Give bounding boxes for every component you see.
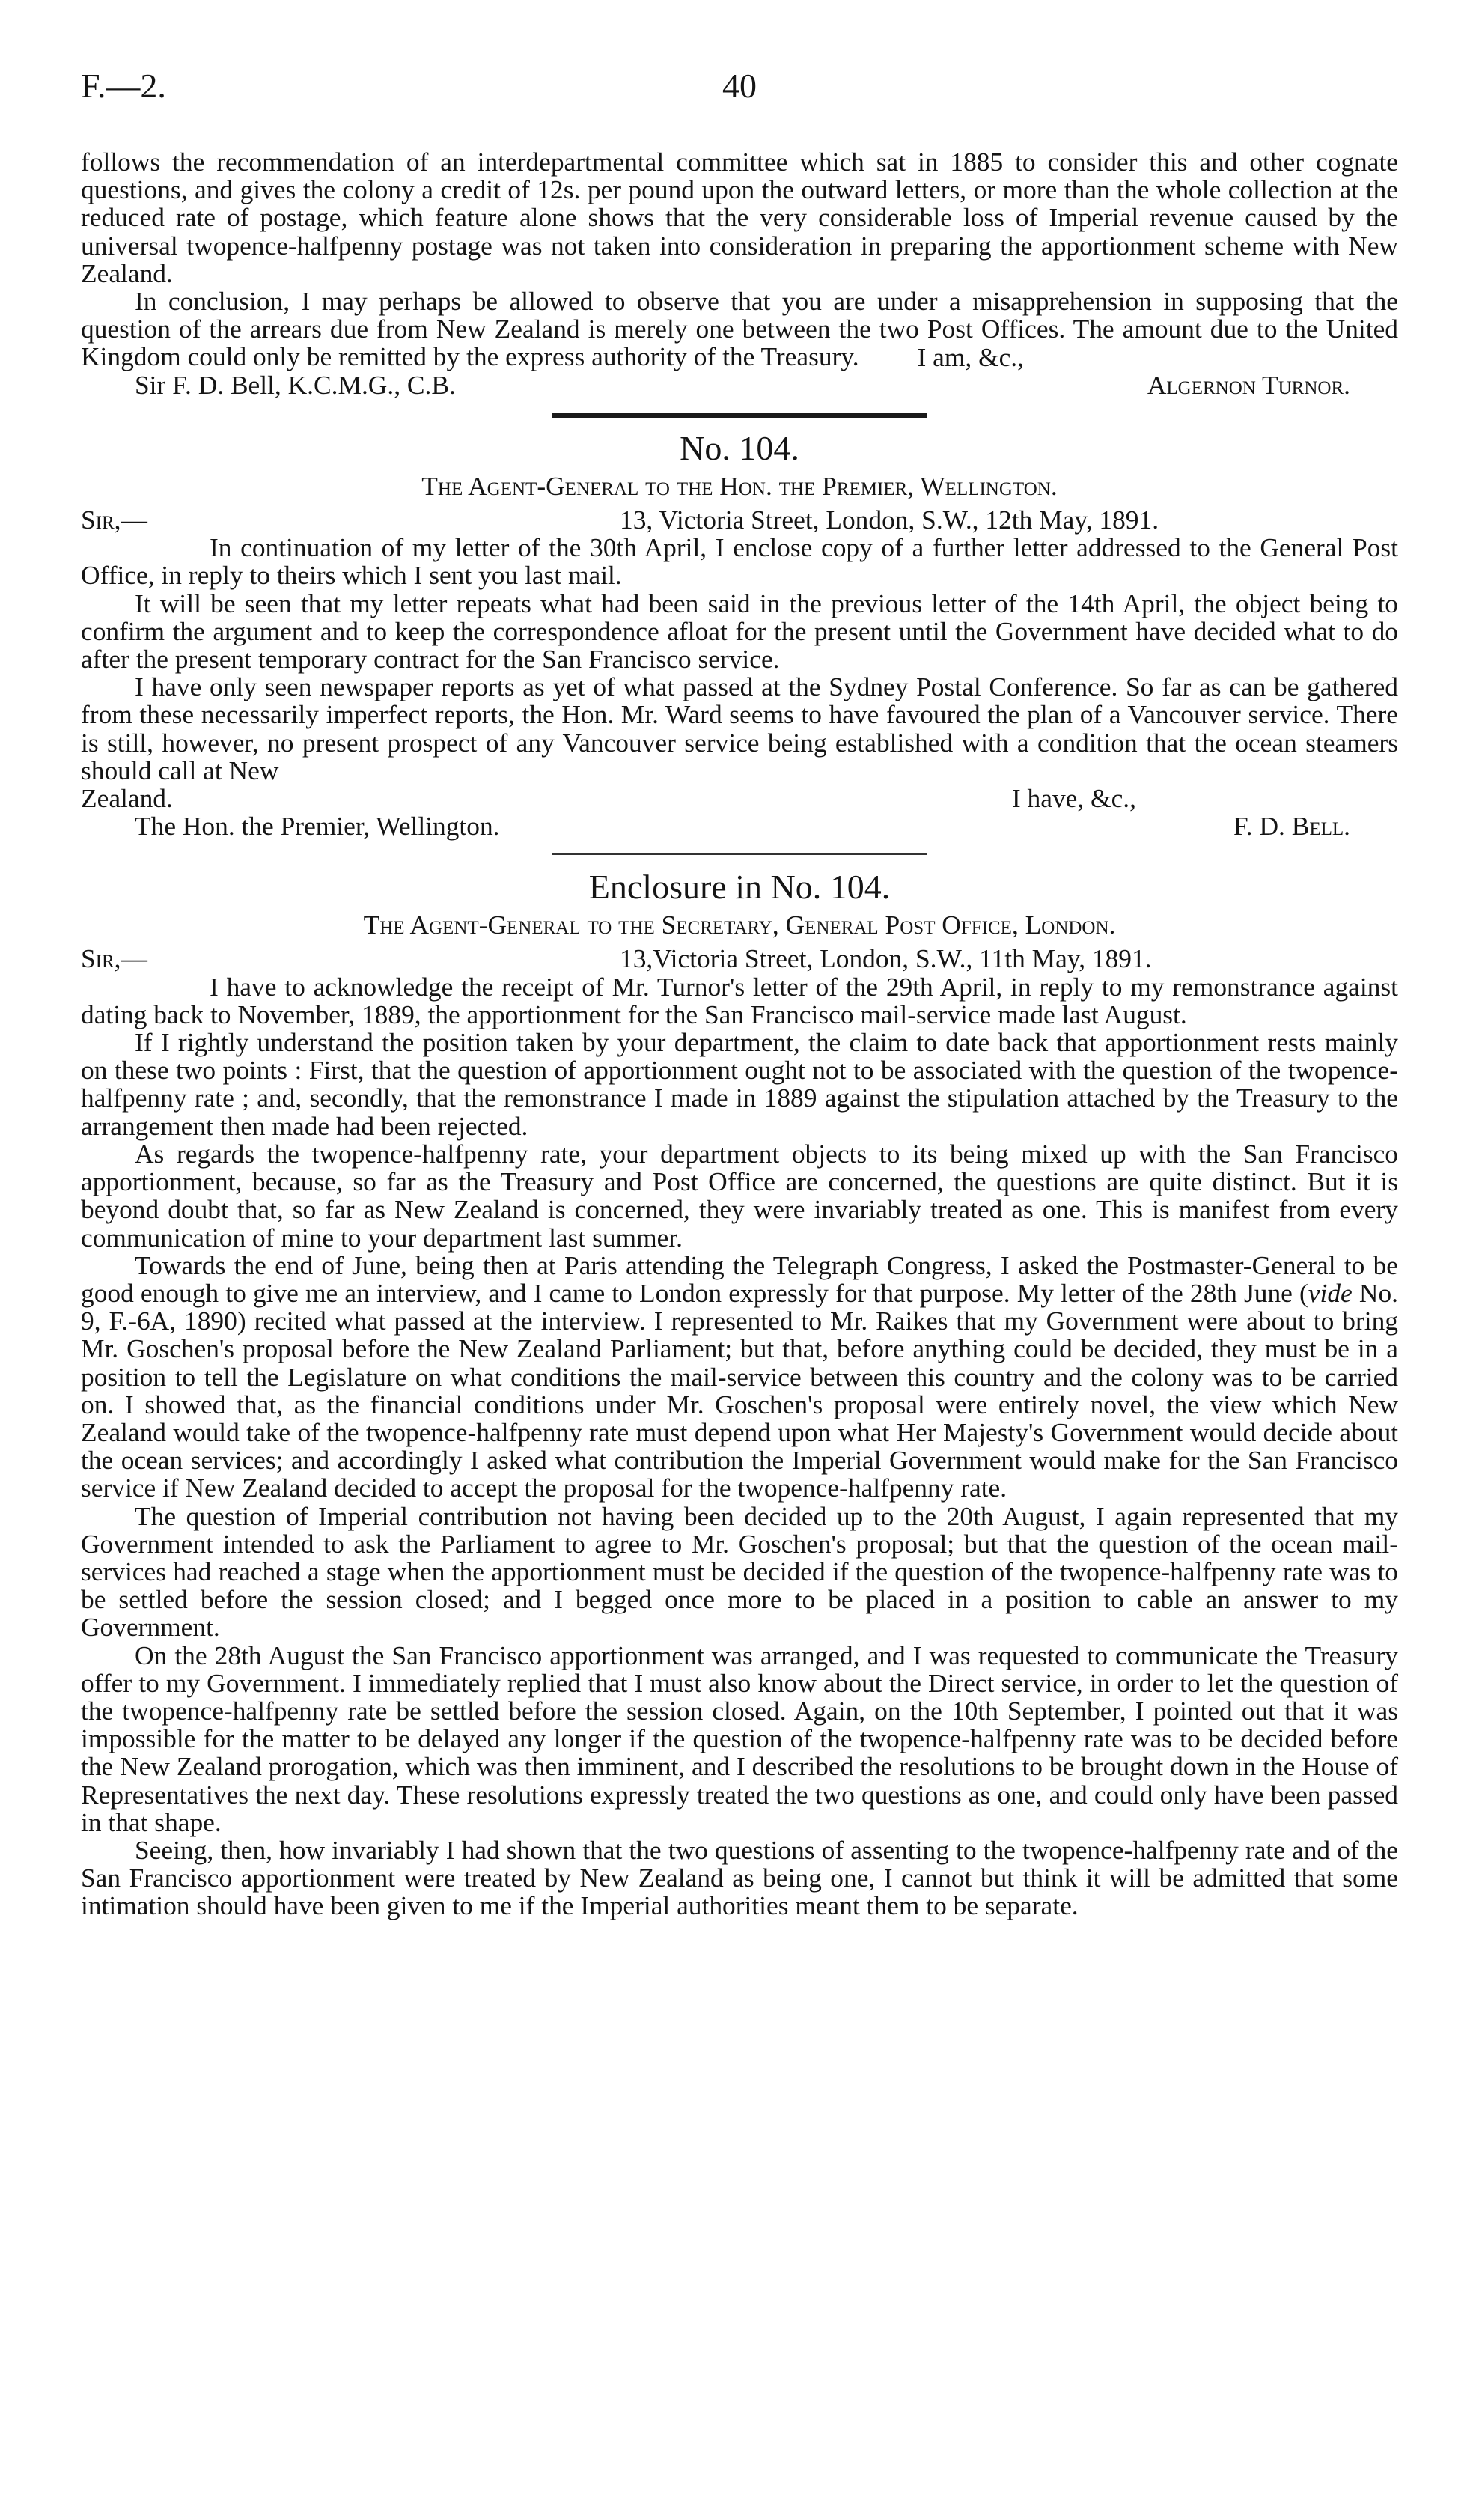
letter-from-to: The Agent-General to the Hon. the Premier, Wellington. [421,471,1058,502]
section-divider-thick [552,413,927,418]
signature: F. D. Bell. [1233,811,1350,841]
salutation: Sir,— [81,505,147,535]
paragraph: It will be seen that my letter repeats what had been said in the previous letter of the 14th April, the object being to confirm the argument and to keep the correspondence afloat for the present until the Government have decided what to do after the present temporary contract for the San Francisco service. [81,588,1398,675]
letter-no-104 [81,427,1398,840]
paragraph: The question of Imperial contribution not having been decided up to the 20th August, I again represented that my Government intended to ask the Parliament to agree to Mr. Goschen's proposal; but that the question of the ocean mail-services had reached a stage when the apportionment must be decided if the question of the twopence-halfpenny rate was to be settled before the session closed; and I begged once more to be placed in a position to cable an answer to my Government. [81,1500,1398,1643]
salutation-row [81,506,1398,534]
salutation-row [81,945,1398,973]
signature: Algernon Turnor. [1147,369,1350,400]
addressee: The Hon. the Premier, Wellington. [135,811,500,841]
paragraph: In conclusion, I may perhaps be allowed to observe that you are under a misapprehension in supposing that the question of the arrears due from New Zealand is merely one between the two Post Offices. The amount due to the United Kingdom could only be remitted by the express authority of the Treasury. [81,286,1398,372]
paragraph: If I rightly understand the position taken by your department, the claim to date back that apportionment rests mainly on these two points : First, that the question of apportionment ought not to be associated with the question of the twopence-halfpenny rate ; and, secondly, that the remonstrance I made in 1889 against the stipulation attached by the Treasury to the arrangement then made had been rejected. [81,1027,1398,1141]
letter-turnor-continuation [81,148,1398,399]
addressee: Sir F. D. Bell, K.C.M.G., C.B. [135,369,456,400]
document-reference: F.—2. [81,67,166,105]
signature-row [81,812,1398,840]
page-number: 40 [722,67,757,105]
address-date: 13, Victoria Street, London, S.W., 12th May, 1891. [620,505,1159,535]
paragraph: I have to acknowledge the receipt of Mr. Turnor's letter of the 29th April, in reply to my remonstrance against dating back to November, 1889, the apportionment for the San Francisco mail-service made last August. [81,971,1398,1029]
salutation: Sir,— [81,943,147,974]
letter-number-heading: No. 104. [680,429,799,468]
closing: I have, &c., [1011,783,1136,814]
paragraph: On the 28th August the San Francisco apportionment was arranged, and I was requested to communicate the Treasury offer to my Government. I immediately replied that I must also know about the Direct service, in order to let the question of the twopence-halfpenny rate be settled before the session closed. Again, on the 10th September, I pointed out that it was impossible for the matter to be delayed any longer if the question of the twopence-halfpenny rate was to be decided before the New Zealand prorogation, which was then imminent, and I described the resolutions to be brought down in the House of Representatives the next day. These resolutions expressly treated the two questions as one, and could only have been passed in that shape. [81,1640,1398,1837]
page-header [81,67,1398,117]
paragraph: In continuation of my letter of the 30th April, I enclose copy of a further letter addressed to the General Post Office, in reply to theirs which I sent you last mail. [81,532,1398,591]
enclosure-no-104 [81,865,1398,1920]
paragraph-end: Zealand. [81,783,173,814]
paragraph-text: Towards the end of June, being then at Paris attending the Telegraph Congress, I asked the Postmaster-General to be good enough to give me an interview, and I came to London expressly for that purpose. My letter of the 28th June ( [81,1250,1398,1308]
enclosure-from-to: The Agent-General to the Secretary, General Post Office, London. [363,910,1116,940]
section-divider-thin [552,853,927,855]
signature-row [81,371,1398,399]
address-date: 13,Victoria Street, London, S.W., 11th May, 1891. [620,943,1152,974]
closing-row [81,785,1398,812]
body-text [81,148,1398,1920]
paragraph [81,1252,1398,1503]
paragraph: I have only seen newspaper reports as yet of what passed at the Sydney Postal Conference. So far as can be gathered from these necessarily imperfect reports, the Hon. Mr. Ward seems to have favoured the plan of a Vancouver service. There is still, however, no present prospect of any Vancouver service being established with a condition that the ocean steamers should call at New [81,672,1398,785]
italic-vide: vide [1308,1277,1353,1308]
paragraph-text: No. 9, F.-6A, 1890) recited what passed at the interview. I represented to Mr. Raikes that my Government were about to bring Mr. Goschen's proposal before the New Zealand Parliament; but that, before anything could be decided, they must be in a position to tell the Legislature on what conditions the mail-service between this country and the colony was to be carried on. I showed that, as the financial conditions under Mr. Goschen's proposal were entirely novel, the view which New Zealand would take of the twopence-halfpenny rate must depend upon what Her Majesty's Government would decide about the ocean services; and accordingly I asked what contribution the Imperial Government would make for the San Francisco service if New Zealand decided to accept the proposal for the twopence-halfpenny rate. [81,1277,1399,1503]
paragraph: Seeing, then, how invariably I had shown that the two questions of assenting to the twopence-halfpenny rate and of the San Francisco apportionment were treated by New Zealand as being one, I cannot but think it will be admitted that some intimation should have been given to me if the Imperial authorities meant them to be separate. [81,1834,1398,1921]
enclosure-heading: Enclosure in No. 104. [588,868,891,907]
closing: I am, &c., [917,341,1024,372]
paragraph: follows the recommendation of an interdepartmental committee which sat in 1885 to consider this and other cognate questions, and gives the colony a credit of 12s. per pound upon the outward letters, or more than the whole collection at the reduced rate of postage, which feature alone shows that the very considerable loss of Imperial revenue caused by the universal twopence-halfpenny postage was not taken into consideration in preparing the apportionment scheme with New Zealand. [81,147,1398,288]
paragraph: As regards the twopence-halfpenny rate, your department objects to its being mixed up with the San Francisco apportionment, because, so far as the Treasury and Post Office are concerned, the questions are quite distinct. But it is beyond doubt that, so far as New Zealand is concerned, they were invariably treated as one. This is manifest from every communication of mine to your department last summer. [81,1138,1398,1253]
